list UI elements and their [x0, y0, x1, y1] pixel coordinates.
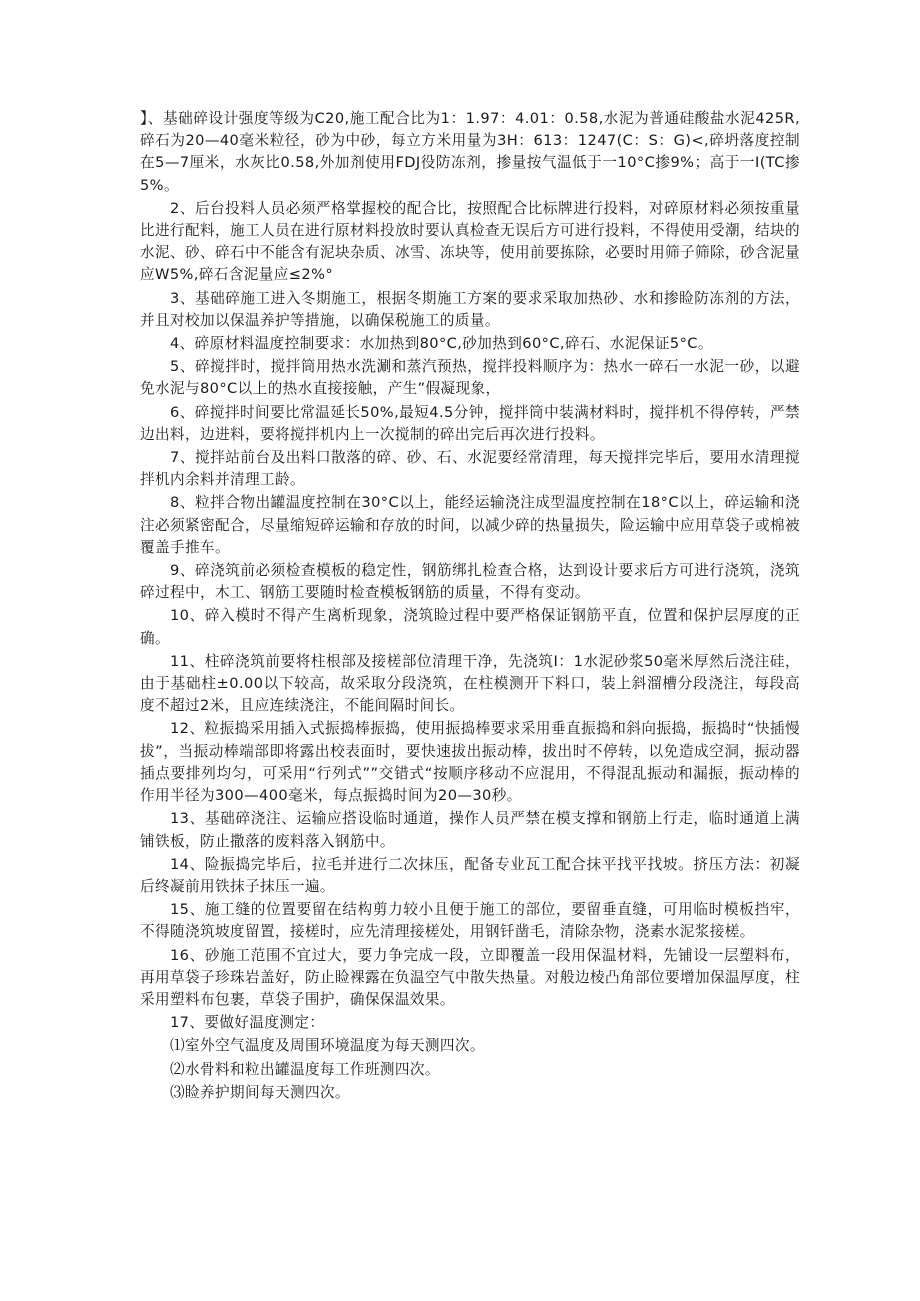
paragraph-15: 15、施工缝的位置要留在结构剪力较小且便于施工的部位，要留垂直缝，可用临时模板挡牢，不得随浇筑坡度留置，接槎时，应先清理接槎处，用钢钎凿毛，清除杂物，浇素水泥浆接槎。 — [140, 901, 800, 941]
paragraph-4: 4、碎原材料温度控制要求：水加热到80°C,砂加热到60°C,碎石、水泥保证5°C。 — [170, 335, 713, 353]
paragraph-14: 14、险振捣完毕后，拉毛并进行二次抹压，配备专业瓦工配合抹平找平找坡。挤压方法：初凝后终凝前用铁抹子抹压一遍。 — [140, 855, 800, 895]
sub-item-3: ⑶睑养护期间每天测四次。 — [170, 1083, 350, 1101]
sub-item-2: ⑵水骨料和粒出罐温度每工作班测四次。 — [170, 1060, 440, 1078]
paragraph-10: 10、碎入模时不得产生离析现象，浇筑睑过程中要严格保证钢筋平直，位置和保护层厚度的正确。 — [140, 607, 800, 647]
paragraph-17: 17、要做好温度测定： — [170, 1014, 325, 1032]
document-body — [140, 108, 800, 1105]
paragraph-2: 2、后台投料人员必须严格掌握校的配合比，按照配合比标牌进行投料，对碎原材料必须按重量比进行配料，施工人员在进行原材料投放时要认真检查无误后方可进行投料，不得使用受潮，结块的水泥、砂、碎石中不能含有泥块杂质、冰雪、冻块等，使用前要拣除，必要时用筛子筛除，砂含泥量应W5%,碎石含泥量应≤2%° — [140, 199, 800, 284]
paragraph-13: 13、基础碎浇注、运输应搭设临时通道，操作人员严禁在模支撑和钢筋上行走，临时通道上满铺铁板，防止撒落的废料落入钢筋中。 — [140, 810, 800, 850]
paragraph-1: 】、基础碎设计强度等级为C20,施工配合比为1：1.97：4.01：0.58,水泥为普通硅酸盐水泥425R,碎石为20—40毫米粒径，砂为中砂，每立方米用量为3H：613：1247(C：S：G)<,碎坍落度控制在5—7厘米，水灰比0.58,外加剂使用FDJ役防冻剂，掺量按气温低于一10°C掺9%；高于一I(TC掺5%。 — [140, 110, 800, 194]
paragraph-11: 11、柱碎浇筑前要将柱根部及接槎部位清理干净，先浇筑I：1水泥砂浆50毫米厚然后浇注硅，由于基础柱±0.00以下较高，故采取分段浇筑，在柱模测开下料口，装上斜溜槽分段浇注，每段高度不超过2米，且应连续浇注，不能间隔时间长。 — [140, 652, 800, 715]
paragraph-9: 9、碎浇筑前必须检查模板的稳定性，钢筋绑扎检查合格，达到设计要求后方可进行浇筑，浇筑碎过程中，木工、钢筋工要随时检查模板钢筋的质量，不得有变动。 — [140, 562, 800, 602]
paragraph-8: 8、粒拌合物出罐温度控制在30°C以上，能经运输浇注成型温度控制在18°C以上，碎运输和浇注必须紧密配合，尽量缩短碎运输和存放的时间，以减少碎的热量损失，险运输中应用草袋子或棉被覆盖手推车。 — [140, 494, 800, 556]
paragraph-3: 3、基础碎施工进入冬期施工，根据冬期施工方案的要求采取加热砂、水和掺睑防冻剂的方法，并且对校加以保温养护等措施，以确保税施工的质量。 — [140, 289, 800, 329]
paragraph-5: 5、碎搅拌时，搅拌筒用热水洗涮和蒸汽预热，搅拌投料顺序为：热水一碎石一水泥一砂，以避免水泥与80°C以上的热水直接接触，产生”假凝现象， — [140, 358, 800, 398]
paragraph-12: 12、粒振捣采用插入式振捣棒振捣，使用振捣棒要求采用垂直振捣和斜向振捣，振捣时“快插慢拔”，当振动棒端部即将露出校表面时，要快速拔出振动棒，拔出时不停转，以免造成空洞，振动器插点要排列均匀，可采用“行列式””交错式“按顺序移动不应混用，不得混乱振动和漏振，振动棒的作用半径为300—400毫米，每点振捣时间为20—30秒。 — [140, 720, 800, 805]
sub-item-1: ⑴室外空气温度及周围环境温度为每天测四次。 — [170, 1037, 485, 1055]
paragraph-16: 16、砂施工范围不宜过大，要力争完成一段，立即覆盖一段用保温材料，先铺设一层塑料布，再用草袋子珍珠岩盖好，防止睑裸露在负温空气中散失热量。对般边棱凸角部位要增加保温厚度，柱采用塑料布包裹，草袋子围护，确保保温效果。 — [140, 946, 800, 1008]
paragraph-6: 6、碎搅拌时间要比常温延长50%,最短4.5分钟，搅拌筒中装满材料时，搅拌机不得停转，严禁边出料，边进料，要将搅拌机内上一次搅制的碎出完后再次进行投料。 — [140, 403, 800, 443]
paragraph-7: 7、搅拌站前台及出料口散落的碎、砂、石、水泥要经常清理，每天搅拌完毕后，要用水清理搅拌机内余料并清理工龄。 — [140, 449, 800, 489]
